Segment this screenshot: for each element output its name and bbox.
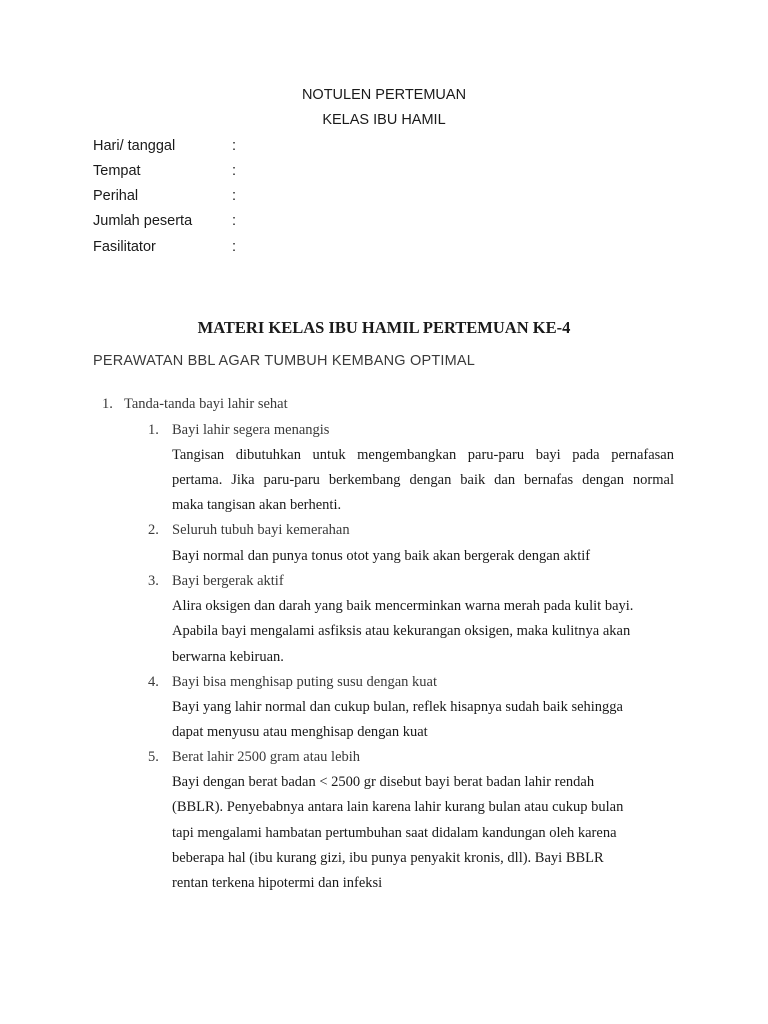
item-number: 4.	[148, 674, 159, 690]
item-text-line: dapat menyusu atau menghisap dengan kuat	[172, 724, 428, 740]
document-title: MATERI KELAS IBU HAMIL PERTEMUAN KE-4	[197, 318, 571, 337]
item-text-line: pertama. Jika paru-paru berkembang dengan baik dan bernafas dengan normal	[172, 472, 674, 488]
meta-sep-place: :	[232, 163, 237, 179]
meta-label-place: Tempat	[93, 163, 141, 179]
item-heading: Bayi bergerak aktif	[172, 573, 284, 589]
header-line-1: NOTULEN PERTEMUAN	[301, 87, 467, 103]
item-text-line: berwarna kebiruan.	[172, 649, 284, 665]
meta-label-subject: Perihal	[93, 188, 139, 204]
item-heading: Seluruh tubuh bayi kemerahan	[172, 522, 350, 538]
meta-sep-facilitator: :	[232, 239, 237, 255]
item-number: 1.	[148, 422, 159, 438]
meta-sep-date: :	[232, 138, 237, 154]
item-heading: Bayi bisa menghisap puting susu dengan kuat	[172, 674, 437, 690]
meta-label-facilitator: Fasilitator	[93, 239, 156, 255]
item-text-line: Bayi dengan berat badan < 2500 gr disebut bayi berat badan lahir rendah	[172, 774, 595, 790]
item-text-line: (BBLR). Penyebabnya antara lain karena lahir kurang bulan atau cukup bulan	[172, 799, 624, 815]
item-heading: Bayi lahir segera menangis	[172, 422, 330, 438]
item-text-line: maka tangisan akan berhenti.	[172, 497, 342, 513]
meta-label-date: Hari/ tanggal	[93, 138, 176, 154]
item-text-line: Alira oksigen dan darah yang baik mencerminkan warna merah pada kulit bayi.	[172, 598, 634, 614]
item-text-line: tapi mengalami hambatan pertumbuhan saat didalam kandungan oleh karena	[172, 825, 617, 841]
item-heading: Berat lahir 2500 gram atau lebih	[172, 749, 361, 765]
meta-sep-participants: :	[232, 213, 237, 229]
item-text-line: Apabila bayi mengalami asfiksis atau kekurangan oksigen, maka kulitnya akan	[172, 623, 631, 639]
header-line-2: KELAS IBU HAMIL	[322, 112, 446, 128]
item-number: 2.	[148, 522, 159, 538]
item-number: 3.	[148, 573, 159, 589]
item-text-line: Bayi yang lahir normal dan cukup bulan, reflek hisapnya sudah baik sehingga	[172, 699, 623, 715]
item-number: 5.	[148, 749, 159, 765]
document-subtitle: PERAWATAN BBL AGAR TUMBUH KEMBANG OPTIMAL	[93, 353, 476, 369]
item-text-line: Tangisan dibutuhkan untuk mengembangkan paru-paru bayi pada pernafasan	[172, 447, 674, 463]
item-text-line: rentan terkena hipotermi dan infeksi	[172, 875, 383, 891]
meta-label-participants: Jumlah peserta	[93, 213, 193, 229]
section-number: 1.	[102, 396, 113, 412]
item-text-line: beberapa hal (ibu kurang gizi, ibu punya penyakit kronis, dll). Bayi BBLR	[172, 850, 604, 866]
item-text-line: Bayi normal dan punya tonus otot yang baik akan bergerak dengan aktif	[172, 548, 591, 564]
section-heading: Tanda-tanda bayi lahir sehat	[124, 396, 288, 412]
meta-sep-subject: :	[232, 188, 237, 204]
